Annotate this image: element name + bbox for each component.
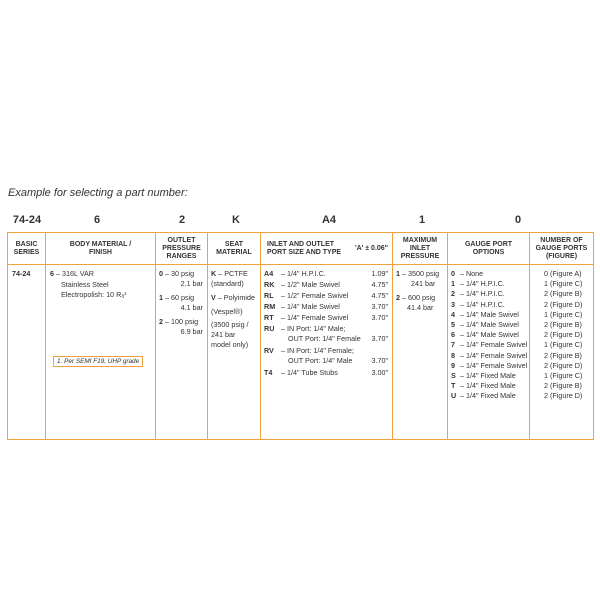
cell-max-pressure: 1 – 3500 psig 241 bar 2 – 600 psig 41.4 bar <box>393 265 448 440</box>
gauge-figure-value: 0 (Figure A) <box>544 269 582 278</box>
header-outlet-pressure: OUTLET PRESSURE RANGES <box>156 233 208 265</box>
gauge-figure-value: 1 (Figure C) <box>544 309 583 319</box>
cell-outlet-pressure: 0 – 30 psig 2.1 bar 1 – 60 psig 4.1 bar 2 – 100 psig 6.9 bar <box>156 265 208 440</box>
code-basic-series: 74-24 <box>12 214 42 226</box>
code-body-material: 6 <box>93 214 101 226</box>
gauge-figure-value: 1 (Figure C) <box>544 340 583 350</box>
cell-seat-material: K – PCTFE (standard) V – Polyimide (Vespel®) (3500 psig / 241 bar model only) <box>208 265 261 440</box>
gauge-figure-value: 2 (Figure B) <box>544 381 582 391</box>
cell-number-gauge-ports <box>530 265 594 440</box>
header-basic-series: BASIC SERIES <box>8 233 46 265</box>
body-row <box>8 265 594 440</box>
gauge-figure-value: 2 (Figure D) <box>544 360 583 370</box>
header-inlet-outlet: INLET AND OUTLET PORT SIZE AND TYPE 'A' ± 0.06" <box>261 233 393 265</box>
selection-table <box>7 232 594 440</box>
header-max-pressure: MAXIMUM INLET PRESSURE <box>393 233 448 265</box>
gauge-figure-value: 2 (Figure D) <box>544 330 583 340</box>
gauge-figure-value: 1 (Figure C) <box>544 371 583 380</box>
code-max-inlet-pressure: 1 <box>418 214 426 226</box>
header-a-tolerance: 'A' ± 0.06" <box>354 245 388 252</box>
gauge-figure-value: 2 (Figure B) <box>544 289 582 299</box>
code-gauge-port: 0 <box>514 214 522 226</box>
cell-body-material: 6 – 316L VAR Stainless Steel Electropolish: 10 Rₐ¹ 1. Per SEMI F19, UHP grade <box>46 265 156 440</box>
gauge-figure-value: 2 (Figure B) <box>544 350 582 360</box>
header-body-material: BODY MATERIAL / FINISH <box>46 233 156 265</box>
code-inlet-outlet: A4 <box>321 214 337 226</box>
code-outlet-pressure: 2 <box>178 214 186 226</box>
gauge-figure-value: 2 (Figure D) <box>544 391 583 401</box>
header-gauge-port: GAUGE PORT OPTIONS <box>448 233 530 265</box>
gauge-figure-value: 1 (Figure C) <box>544 279 583 289</box>
cell-basic-series: 74-24 <box>8 265 46 440</box>
gauge-figure-value: 2 (Figure B) <box>544 320 582 329</box>
gauge-figure-value: 2 (Figure D) <box>544 299 583 309</box>
intro-text: Example for selecting a part number: <box>8 187 188 199</box>
header-seat-material: SEAT MATERIAL <box>208 233 261 265</box>
cell-inlet-outlet: A4 – 1/4" H.P.I.C. 1.09" RK – 1/2" Male Swivel 4.75" RL – 1/2" Female Swivel 4.75" RM – 1/4" Male Swivel 3.70" RT – 1/4" Female Swivel 3.70" RU – IN Port: 1/4" Male; OUT Port: 1/4" Female 3.70" RV – IN Port: 1/4" Female; OUT Port: 1/4" Male 3.70" T4 – 1/4" Tube Stubs 3.00" <box>261 265 393 440</box>
cell-gauge-port: 0 – None 1 – 1/4" H.P.I.C. 2 – 1/4" H.P.I.C. 3 – 1/4" H.P.I.C. 4 – 1/4" Male Swivel 5 – 1/4" Male Swivel 6 – 1/4" Male Swivel 7 – 1/4" Female Swivel 8 – 1/4" Female Swivel 9 – 1/4" Female Swivel S – 1/4" Fixed Male T – 1/4" Fixed Male U – 1/4" Fixed Male <box>448 265 530 440</box>
footnote-box: 1. Per SEMI F19, UHP grade <box>53 356 143 367</box>
header-row <box>8 233 594 265</box>
header-number-gauge-ports: NUMBER OF GAUGE PORTS (FIGURE) <box>530 233 594 265</box>
code-seat-material: K <box>232 214 240 226</box>
